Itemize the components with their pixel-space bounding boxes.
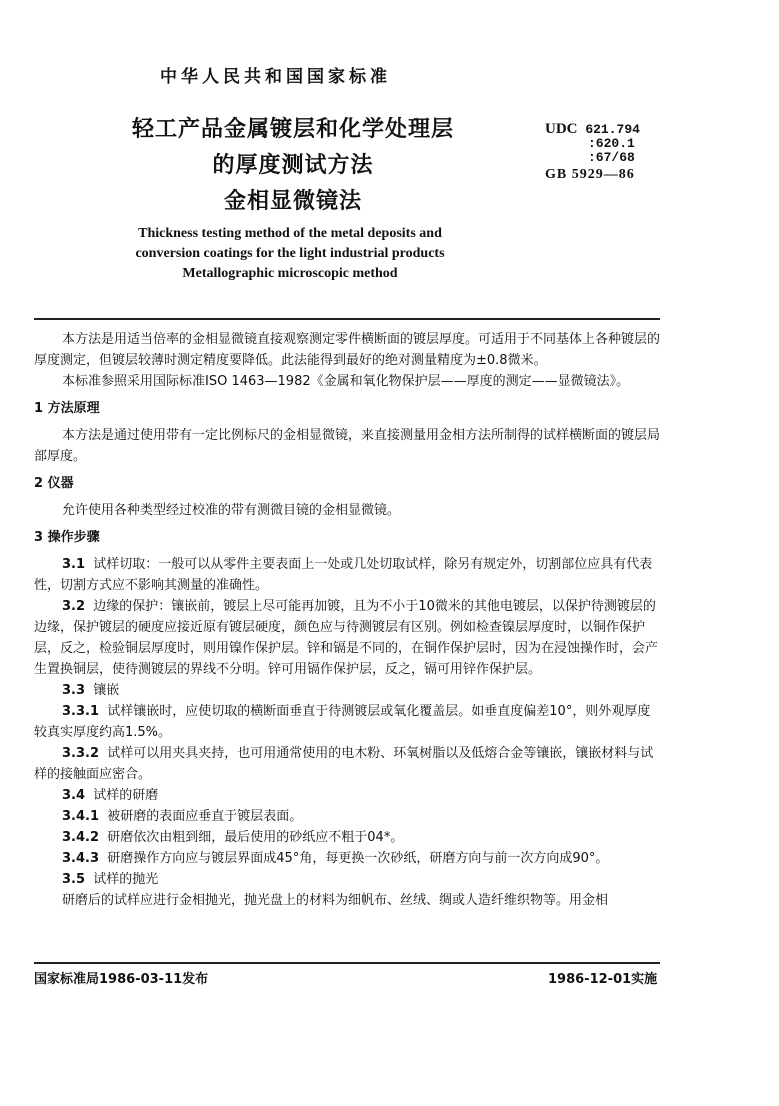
clause-number: 3.4.1 — [62, 809, 100, 824]
clause-number: 3.5 — [62, 872, 86, 887]
document-body — [34, 329, 660, 911]
top-divider — [34, 318, 660, 320]
udc-line: :67/68 — [588, 150, 635, 165]
clause-number: 3.4.2 — [62, 830, 100, 845]
clause-title: 镶嵌 — [93, 683, 120, 698]
clause-number: 3.3.1 — [62, 704, 100, 719]
english-title-line: Thickness testing method of the metal deposits and — [138, 226, 442, 241]
english-title-line: conversion coatings for the light industrial products — [135, 246, 445, 261]
udc-label: UDC — [545, 121, 578, 137]
intro-paragraph: 本标准参照采用国际标准ISO 1463—1982《金属和氧化物保护层——厚度的测定——显微镜法》。 — [62, 374, 630, 389]
clause-3-4-2 — [34, 827, 660, 848]
clause-3-4 — [34, 785, 660, 806]
clause-text: 被研磨的表面应垂直于镀层表面。 — [107, 809, 303, 824]
intro-paragraph: 本方法是用适当倍率的金相显微镜直接观察测定零件横断面的镀层厚度。可适用于不同基体上各种镀层的厚度测定，但镀层较薄时测定精度要降低。此法能得到最好的绝对测量精度为±0.8微米。 — [34, 332, 661, 368]
clause-number: 3.4.3 — [62, 851, 100, 866]
clause-text: 研磨操作方向应与镀层界面成45°角，每更换一次砂纸，研磨方向与前一次方向成90°。 — [107, 851, 609, 866]
clause-3-2 — [34, 596, 660, 680]
english-title — [80, 224, 500, 284]
clause-number: 3.1 — [62, 557, 86, 572]
clause-number: 3.2 — [62, 599, 86, 614]
section-heading: 2 仪器 — [34, 476, 74, 491]
udc-line: 621.794 — [585, 122, 640, 137]
section-heading: 3 操作步骤 — [34, 530, 100, 545]
clause-3-5 — [34, 869, 660, 890]
english-title-line: Metallographic microscopic method — [182, 266, 398, 281]
udc-line: :620.1 — [588, 136, 635, 151]
section-heading: 1 方法原理 — [34, 401, 100, 416]
udc-code — [545, 122, 640, 165]
section-paragraph: 允许使用各种类型经过校准的带有测微目镜的金相显微镜。 — [62, 503, 401, 518]
clause-number: 3.3.2 — [62, 746, 100, 761]
section-paragraph: 本方法是通过使用带有一定比例标尺的金相显微镜，来直接测量用金相方法所制得的试样横断面的镀层局部厚度。 — [34, 428, 661, 464]
chinese-title-line: 轻工产品金属镀层和化学处理层 — [131, 117, 454, 142]
clause-text: 研磨依次由粗到细，最后使用的砂纸应不粗于04*。 — [107, 830, 404, 845]
clause-3-4-3 — [34, 848, 660, 869]
chinese-title-line: 金相显微镜法 — [223, 189, 362, 214]
effective-date: 1986-12-01实施 — [548, 972, 658, 987]
national-standard-header: 中华人民共和国国家标准 — [160, 67, 391, 87]
bottom-divider — [34, 962, 660, 964]
clause-text: 边缘的保护：镶嵌前，镀层上尽可能再加镀，且为不小于10微米的其他电镀层，以保护待测镀层的边缘，保护镀层的硬度应接近原有镀层硬度，颜色应与待测镀层有区别。例如检查镍层厚度时，以铜作保护层，反之，检验铜层厚度时，则用镍作保护层。锌和镉是不同的，在铜作保护层时，因为在浸蚀操作时，会产生置换铜层，使待测镀层的界线不分明。锌可用镉作保护层，反之，镉可用锌作保护层。 — [34, 599, 659, 677]
clause-number: 3.4 — [62, 788, 86, 803]
clause-3-1 — [34, 554, 660, 596]
clause-text: 试样可以用夹具夹持，也可用通常使用的电木粉、环氧树脂以及低熔合金等镶嵌，镶嵌材料与试样的接触面应密合。 — [34, 746, 654, 782]
clause-3-3-2 — [34, 743, 660, 785]
gb-number: GB 5929—86 — [545, 167, 635, 182]
clause-title: 试样的研磨 — [93, 788, 159, 803]
clause-3-5-text: 研磨后的试样应进行金相抛光，抛光盘上的材料为细帆布、丝绒、绸或人造纤维织物等。用金相 — [62, 893, 609, 908]
clause-3-3-1 — [34, 701, 660, 743]
clause-text: 试样镶嵌时，应使切取的横断面垂直于待测镀层或氧化覆盖层。如垂直度偏差10°，则外观厚度较真实厚度约高1.5%。 — [34, 704, 651, 740]
clause-text: 试样切取：一般可以从零件主要表面上一处或几处切取试样，除另有规定外，切割部位应具有代表性，切割方式应不影响其测量的准确性。 — [34, 557, 653, 593]
clause-3-3 — [34, 680, 660, 701]
clause-number: 3.3 — [62, 683, 86, 698]
clause-3-4-1 — [34, 806, 660, 827]
chinese-title — [118, 112, 468, 220]
issue-date: 国家标准局1986-03-11发布 — [34, 972, 209, 987]
chinese-title-line: 的厚度测试方法 — [212, 153, 374, 178]
clause-title: 试样的抛光 — [93, 872, 159, 887]
